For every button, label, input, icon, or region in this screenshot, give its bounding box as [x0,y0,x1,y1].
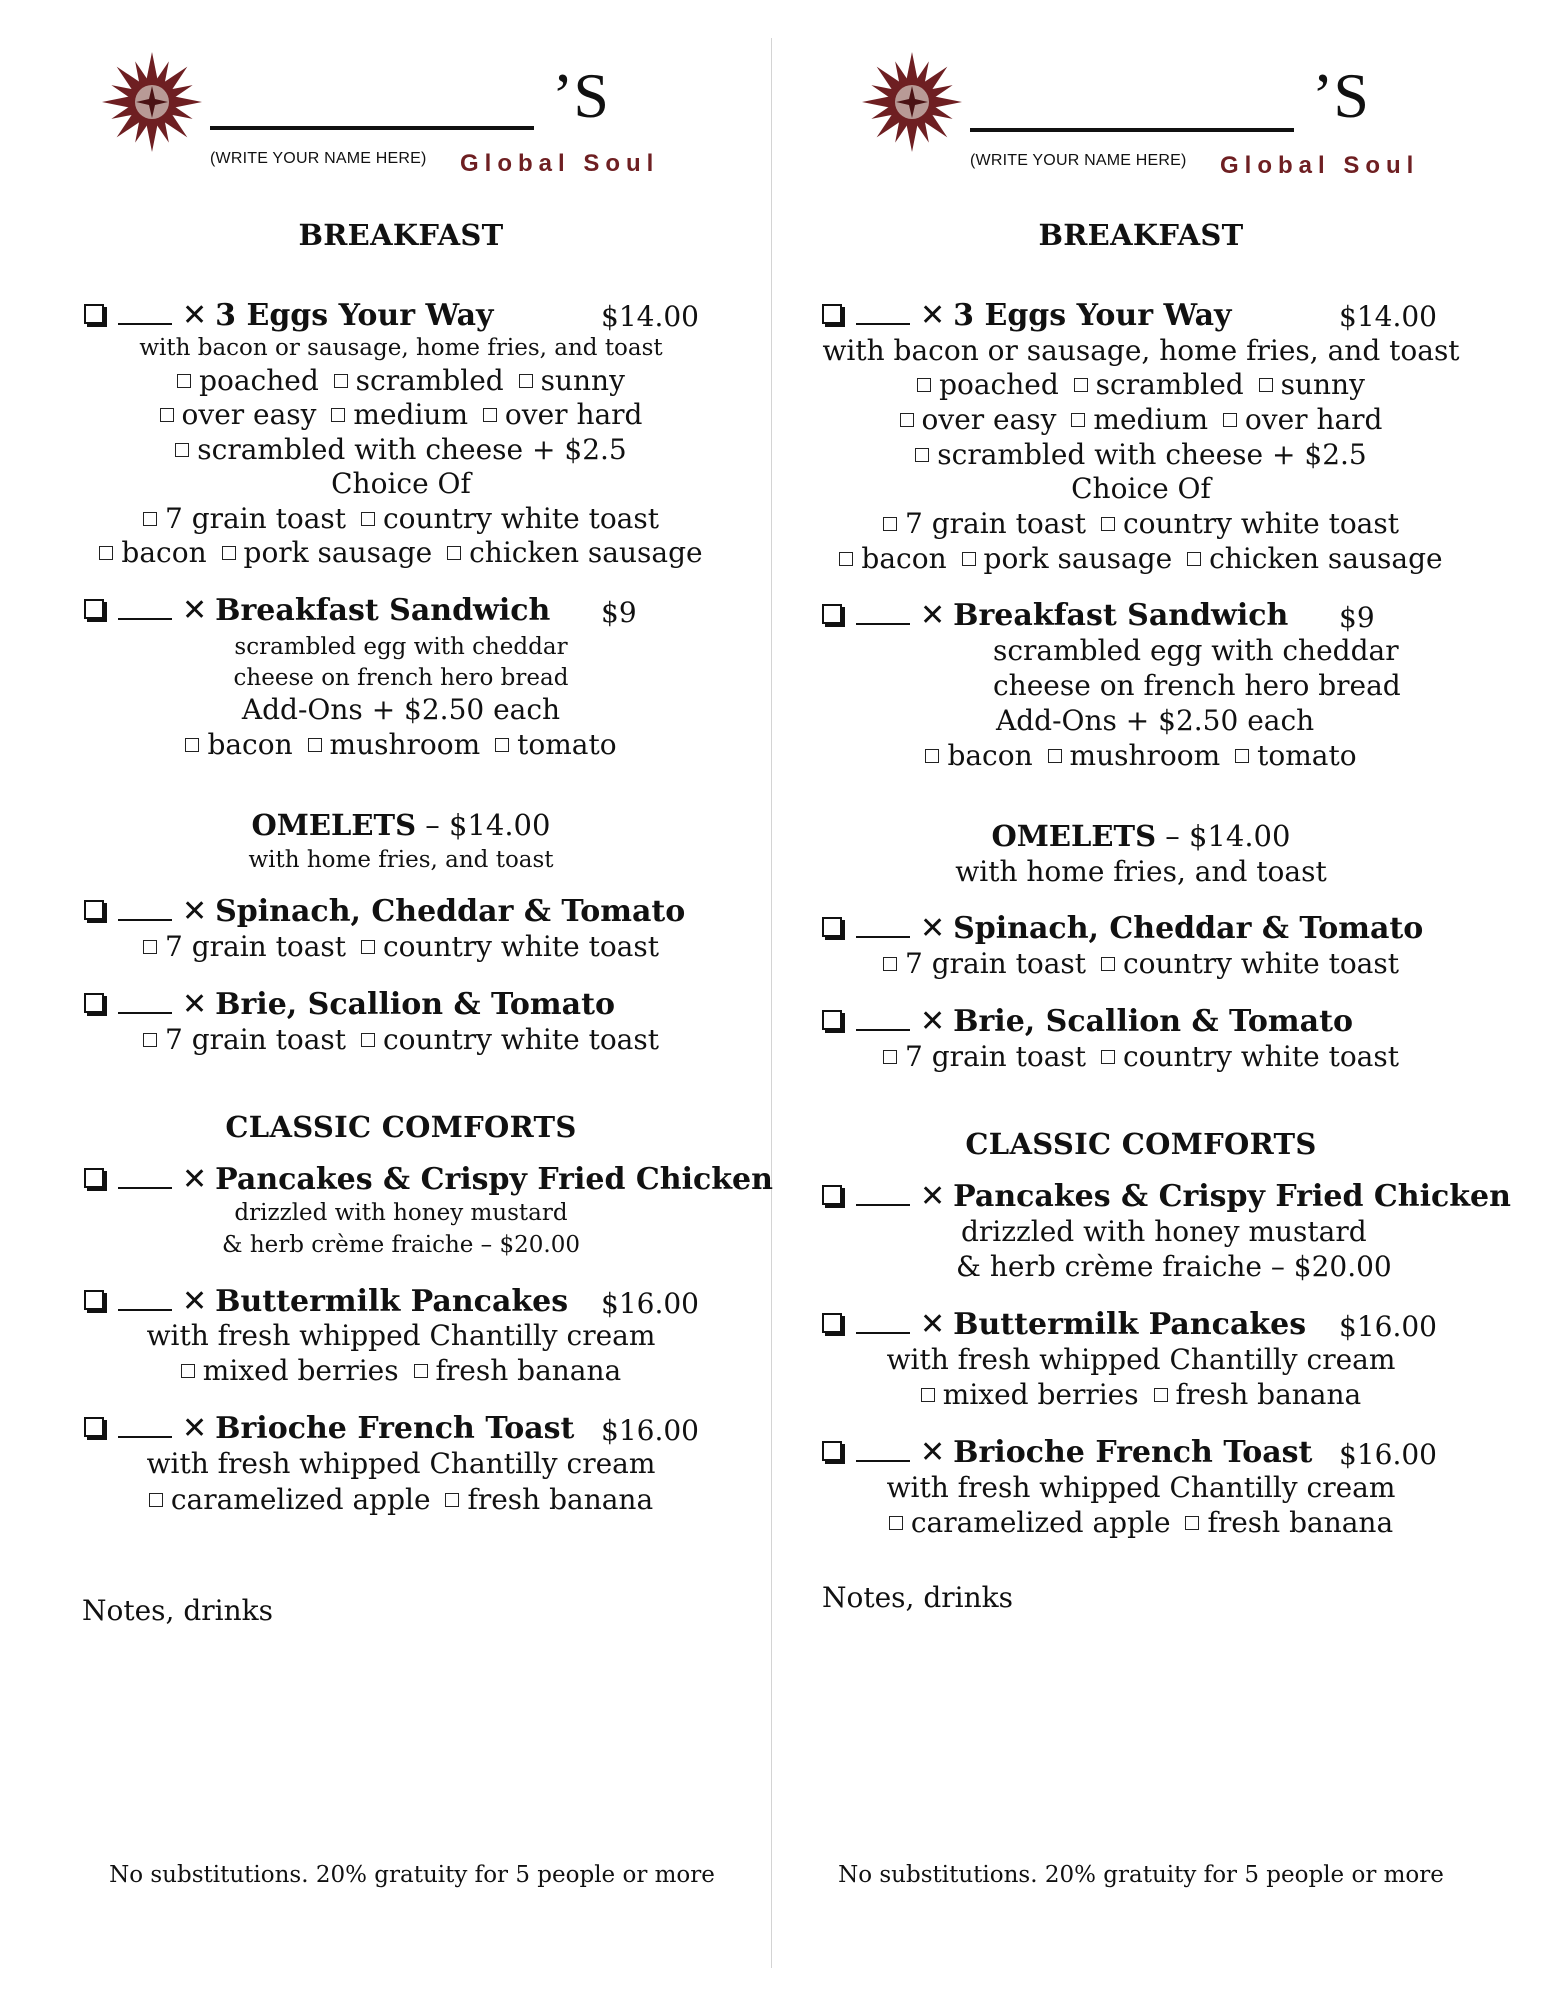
addon-options [740,739,1542,772]
option-checkbox[interactable] [1185,1516,1199,1530]
menu-item-sandwich [84,593,550,628]
option-label: over hard [1244,403,1383,436]
option-label: country white toast [382,1023,659,1056]
option-label: caramelized apple [910,1506,1171,1539]
menu-item-sandwich [822,598,1288,633]
option-checkbox[interactable] [921,1388,935,1402]
option-checkbox[interactable] [1101,1050,1115,1064]
sunburst-logo-icon [96,46,208,158]
menu-item-omelet [822,911,1423,946]
option-label: mixed berries [942,1378,1139,1411]
item-name: Breakfast Sandwich [215,593,551,628]
option-checkbox[interactable] [962,552,976,566]
addons-label: Add-Ons + $2.50 each [996,704,1315,737]
menu-panel-right [740,0,1511,2000]
option-label: country white toast [382,930,659,963]
option-label: sunny [540,364,625,397]
option-checkbox[interactable] [177,374,191,388]
quantity-blank[interactable] [856,623,910,625]
menu-item-omelet [84,987,615,1022]
menu-item-french-toast [822,1435,1312,1470]
order-checkbox[interactable] [84,1168,104,1188]
choice-of-label: Choice Of [1071,472,1211,505]
toast-options [0,1023,802,1056]
option-label: medium [1093,403,1208,436]
order-checkbox[interactable] [84,900,104,920]
comforts-heading: CLASSIC COMFORTS [965,1127,1317,1161]
item-price: $16.00 [601,1414,699,1447]
item-description: scrambled egg with cheddar [993,634,1399,667]
option-checkbox[interactable] [839,552,853,566]
option-checkbox[interactable] [1074,378,1088,392]
option-label: country white toast [382,502,659,535]
quantity-blank[interactable] [856,1332,910,1334]
menu-item-eggs [84,298,493,333]
write-name-hint: (WRITE YOUR NAME HERE) [210,150,427,167]
quantity-blank[interactable] [856,323,910,325]
addons-label: Add-Ons + $2.50 each [241,693,561,726]
menu-item-french-toast [84,1411,574,1446]
item-name: Spinach, Cheddar & Tomato [215,894,686,929]
option-checkbox[interactable] [308,738,322,752]
breakfast-heading: BREAKFAST [298,218,504,252]
toast-options [740,507,1542,540]
write-name-hint: (WRITE YOUR NAME HERE) [970,152,1187,169]
option-label: bacon [207,728,293,761]
option-label: chicken sausage [469,536,703,569]
option-checkbox[interactable] [889,1516,903,1530]
option-checkbox[interactable] [883,517,897,531]
option-checkbox[interactable] [222,546,236,560]
quantity-blank[interactable] [118,323,172,325]
item-name: Pancakes & Crispy Fried Chicken [215,1162,773,1197]
sunburst-logo-icon [856,46,968,158]
topping-options [0,1483,802,1516]
option-checkbox[interactable] [445,1493,459,1507]
option-checkbox[interactable] [495,738,509,752]
option-checkbox[interactable] [175,443,189,457]
option-checkbox[interactable] [143,1033,157,1047]
option-label: mixed berries [202,1354,399,1387]
option-label: country white toast [1122,507,1399,540]
option-checkbox[interactable] [915,448,929,462]
option-label: 7 grain toast [165,930,347,963]
option-checkbox[interactable] [1235,749,1249,763]
order-checkbox[interactable] [84,1417,104,1437]
possessive-mark: ’S [1312,60,1369,131]
notes-label: Notes, drinks [82,1594,273,1627]
times-icon: ✕ [182,987,208,1022]
times-icon: ✕ [182,1162,208,1197]
brand-name: Global Soul [1220,152,1420,179]
option-label: caramelized apple [170,1483,431,1516]
option-checkbox[interactable] [1259,378,1273,392]
item-name: Brioche French Toast [215,1411,575,1446]
option-label: country white toast [1122,947,1399,980]
menu-item-eggs [822,298,1231,333]
section-price: – $14.00 [1165,819,1291,853]
option-checkbox[interactable] [160,408,174,422]
omelets-description: with home fries, and toast [248,847,554,873]
option-label: over easy [921,403,1057,436]
option-checkbox[interactable] [181,1364,195,1378]
option-label: over easy [181,398,317,431]
quantity-blank[interactable] [118,919,172,921]
order-checkbox[interactable] [822,604,842,624]
quantity-blank[interactable] [118,1012,172,1014]
item-description: with fresh whipped Chantilly cream [146,1319,656,1352]
toast-options [0,502,802,535]
times-icon: ✕ [182,894,208,929]
item-description: scrambled egg with cheddar [234,634,568,660]
option-checkbox[interactable] [361,940,375,954]
option-label: pork sausage [243,536,433,569]
order-checkbox[interactable] [822,1010,842,1030]
egg-style-options [0,364,802,397]
option-label: tomato [517,728,617,761]
order-checkbox[interactable] [822,304,842,324]
option-label: 7 grain toast [905,947,1087,980]
item-name: Buttermilk Pancakes [953,1307,1307,1342]
item-name: Brie, Scallion & Tomato [953,1004,1353,1039]
option-label: sunny [1280,368,1365,401]
brand-name: Global Soul [460,150,660,177]
item-name: 3 Eggs Your Way [215,298,494,333]
footer-policy: No substitutions. 20% gratuity for 5 people or more [838,1862,1444,1888]
name-write-line [970,128,1294,132]
option-checkbox[interactable] [361,1033,375,1047]
breakfast-heading: BREAKFAST [1038,218,1244,252]
option-label: pork sausage [983,542,1173,575]
option-checkbox[interactable] [883,957,897,971]
option-label: 7 grain toast [905,507,1087,540]
omelets-description: with home fries, and toast [955,855,1327,888]
option-checkbox[interactable] [361,512,375,526]
option-label: bacon [947,739,1033,772]
item-description: with fresh whipped Chantilly cream [886,1343,1396,1376]
option-checkbox[interactable] [483,408,497,422]
option-checkbox[interactable] [185,738,199,752]
comforts-heading: CLASSIC COMFORTS [225,1110,577,1144]
omelets-heading [740,819,1542,853]
item-description: with bacon or sausage, home fries, and toast [822,334,1460,367]
option-label: country white toast [1122,1040,1399,1073]
order-checkbox[interactable] [822,1185,842,1205]
section-price: – $14.00 [425,808,551,842]
omelets-heading [0,808,802,842]
times-icon: ✕ [182,1411,208,1446]
item-name: Buttermilk Pancakes [215,1284,569,1319]
times-icon: ✕ [182,593,208,628]
menu-item-buttermilk-pancakes [822,1307,1306,1342]
item-description: & herb crème fraiche – $20.00 [956,1250,1392,1283]
option-label: 7 grain toast [165,502,347,535]
menu-item-omelet [822,1004,1353,1039]
menu-item-chicken-pancakes [84,1162,773,1197]
item-name: Pancakes & Crispy Fried Chicken [953,1179,1511,1214]
item-description: & herb crème fraiche – $20.00 [222,1232,580,1258]
order-checkbox[interactable] [84,1290,104,1310]
option-checkbox[interactable] [143,512,157,526]
option-label: over hard [504,398,643,431]
menu-panel-left [0,0,771,2000]
option-label: scrambled [355,364,504,397]
option-checkbox[interactable] [1154,1388,1168,1402]
option-checkbox[interactable] [519,374,533,388]
meat-options [740,542,1542,575]
item-name: Breakfast Sandwich [953,598,1289,633]
topping-options [740,1378,1542,1411]
topping-options [740,1506,1542,1539]
footer-policy: No substitutions. 20% gratuity for 5 people or more [109,1862,715,1888]
order-checkbox[interactable] [822,1313,842,1333]
option-label: bacon [861,542,947,575]
option-checkbox[interactable] [414,1364,428,1378]
option-checkbox[interactable] [99,546,113,560]
times-icon: ✕ [182,1284,208,1319]
menu-item-chicken-pancakes [822,1179,1511,1214]
meat-options [0,536,802,569]
times-icon: ✕ [920,1004,946,1039]
quantity-blank[interactable] [856,1029,910,1031]
option-label: chicken sausage [1209,542,1443,575]
quantity-blank[interactable] [118,1187,172,1189]
times-icon: ✕ [920,598,946,633]
toast-options [740,947,1542,980]
option-checkbox[interactable] [1187,552,1201,566]
name-write-line [210,126,534,130]
egg-style-options [740,368,1542,401]
egg-style-options [740,438,1542,471]
option-checkbox[interactable] [1223,413,1237,427]
times-icon: ✕ [920,1435,946,1470]
item-price: $9 [1339,601,1375,634]
quantity-blank[interactable] [856,1204,910,1206]
item-price: $14.00 [601,300,699,333]
option-label: fresh banana [435,1354,622,1387]
option-label: medium [353,398,468,431]
option-label: poached [939,368,1059,401]
option-checkbox[interactable] [447,546,461,560]
order-checkbox[interactable] [822,1441,842,1461]
item-name: Brioche French Toast [953,1435,1313,1470]
quantity-blank[interactable] [118,618,172,620]
option-label: 7 grain toast [905,1040,1087,1073]
item-price: $14.00 [1339,300,1437,333]
option-checkbox[interactable] [1101,957,1115,971]
option-label: tomato [1257,739,1357,772]
section-title: OMELETS [991,819,1157,853]
times-icon: ✕ [182,298,208,333]
item-price: $16.00 [1339,1438,1437,1471]
quantity-blank[interactable] [118,1309,172,1311]
option-checkbox[interactable] [900,413,914,427]
option-checkbox[interactable] [883,1050,897,1064]
quantity-blank[interactable] [856,936,910,938]
option-label: scrambled with cheese + $2.5 [937,438,1367,471]
egg-style-options [0,398,802,431]
option-checkbox[interactable] [1048,749,1062,763]
times-icon: ✕ [920,1179,946,1214]
item-description: drizzled with honey mustard [961,1215,1367,1248]
option-checkbox[interactable] [917,378,931,392]
menu-item-omelet [84,894,685,929]
item-price: $16.00 [1339,1310,1437,1343]
option-label: fresh banana [467,1483,654,1516]
item-price: $16.00 [601,1287,699,1320]
option-label: scrambled [1095,368,1244,401]
possessive-mark: ’S [552,60,609,131]
times-icon: ✕ [920,298,946,333]
item-description: cheese on french hero bread [993,669,1401,702]
item-description: drizzled with honey mustard [234,1200,568,1226]
toast-options [740,1040,1542,1073]
topping-options [0,1354,802,1387]
option-checkbox[interactable] [331,408,345,422]
order-checkbox[interactable] [84,993,104,1013]
times-icon: ✕ [920,911,946,946]
quantity-blank[interactable] [856,1460,910,1462]
choice-of-label: Choice Of [331,467,471,500]
item-price: $9 [601,596,637,629]
option-checkbox[interactable] [1071,413,1085,427]
option-label: fresh banana [1175,1378,1362,1411]
notes-label: Notes, drinks [822,1581,1013,1614]
option-checkbox[interactable] [925,749,939,763]
egg-style-options [0,433,802,466]
option-label: poached [199,364,319,397]
option-label: scrambled with cheese + $2.5 [197,433,627,466]
quantity-blank[interactable] [118,1436,172,1438]
order-checkbox[interactable] [84,599,104,619]
item-name: 3 Eggs Your Way [953,298,1232,333]
item-name: Brie, Scallion & Tomato [215,987,615,1022]
option-label: bacon [121,536,207,569]
section-title: OMELETS [251,808,417,842]
option-label: mushroom [329,728,481,761]
item-description: with bacon or sausage, home fries, and toast [139,335,663,361]
item-description: with fresh whipped Chantilly cream [146,1447,656,1480]
option-label: mushroom [1069,739,1221,772]
item-description: cheese on french hero bread [233,665,569,691]
option-label: fresh banana [1207,1506,1394,1539]
addon-options [0,728,802,761]
option-checkbox[interactable] [143,940,157,954]
option-checkbox[interactable] [334,374,348,388]
order-checkbox[interactable] [84,304,104,324]
option-label: 7 grain toast [165,1023,347,1056]
item-name: Spinach, Cheddar & Tomato [953,911,1424,946]
option-checkbox[interactable] [149,1493,163,1507]
times-icon: ✕ [920,1307,946,1342]
item-description: with fresh whipped Chantilly cream [886,1471,1396,1504]
egg-style-options [740,403,1542,436]
toast-options [0,930,802,963]
option-checkbox[interactable] [1101,517,1115,531]
menu-item-buttermilk-pancakes [84,1284,568,1319]
order-checkbox[interactable] [822,917,842,937]
